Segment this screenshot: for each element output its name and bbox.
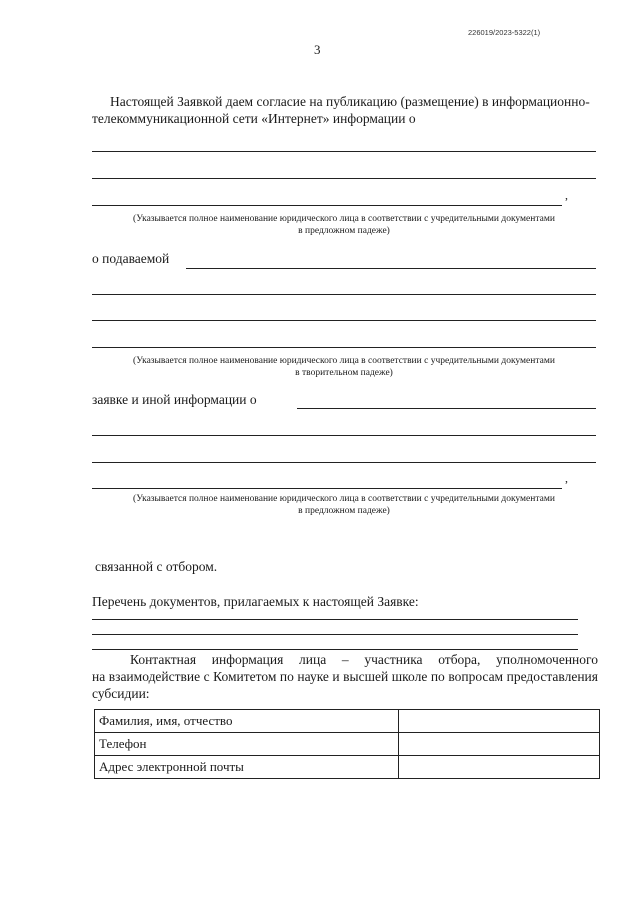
contact-fullname-field[interactable]: [399, 710, 600, 733]
hint-line: в предложном падеже): [298, 506, 390, 516]
hint-line: в творительном падеже): [295, 368, 393, 378]
fill-line: [92, 151, 596, 152]
related-to-selection-text: связанной с отбором.: [95, 559, 218, 574]
contact-email-label: Адрес электронной почты: [95, 756, 399, 779]
document-number: 226019/2023-5322(1): [468, 28, 541, 37]
hint-line: (Указывается полное наименование юридического лица в соответствии с учредительными документами: [133, 356, 555, 366]
fill-line: [92, 488, 562, 489]
table-row: [95, 733, 600, 756]
hint-line: (Указывается полное наименование юридического лица в соответствии с учредительными документами: [133, 494, 555, 504]
consent-text-line1: Настоящей Заявкой даем согласие на публикацию (размещение) в информационно-: [110, 94, 590, 109]
fill-line: [297, 408, 596, 409]
fill-line: [92, 619, 578, 620]
comma-mark: ,: [565, 471, 568, 485]
hint-line: в предложном падеже): [298, 226, 390, 236]
contact-phone-field[interactable]: [399, 733, 600, 756]
contact-info-line2: на взаимодействие с Комитетом по науке и высшей школе по вопросам предоставления: [92, 669, 598, 684]
documents-list-label: Перечень документов, прилагаемых к настоящей Заявке:: [92, 594, 419, 609]
fill-line: [92, 634, 578, 635]
fill-line: [92, 347, 596, 348]
field-hint-instrumental: [92, 355, 596, 379]
field-hint-prepositional-2: [92, 493, 596, 517]
contact-info-line1: Контактная информация лица – участника отбора, уполномоченного: [130, 652, 598, 667]
fill-line: [92, 205, 562, 206]
fill-line: [92, 462, 596, 463]
contact-table: [94, 709, 600, 779]
consent-text-line2: телекоммуникационной сети «Интернет» информации о: [92, 111, 416, 126]
table-row: [95, 756, 600, 779]
comma-mark: ,: [565, 188, 568, 202]
fill-line: [186, 268, 596, 269]
application-label: заявке и иной информации о: [92, 392, 257, 407]
fill-line: [92, 435, 596, 436]
hint-line: (Указывается полное наименование юридического лица в соответствии с учредительными документами: [133, 214, 555, 224]
contact-fullname-label: Фамилия, имя, отчество: [95, 710, 399, 733]
field-hint-prepositional: [92, 213, 596, 237]
fill-line: [92, 178, 596, 179]
contact-phone-label: Телефон: [95, 733, 399, 756]
table-row: [95, 710, 600, 733]
contact-info-line3: субсидии:: [92, 686, 150, 701]
fill-line: [92, 320, 596, 321]
page-number: 3: [314, 42, 321, 57]
fill-line: [92, 294, 596, 295]
contact-email-field[interactable]: [399, 756, 600, 779]
submitted-label: о подаваемой: [92, 251, 170, 266]
fill-line: [92, 649, 578, 650]
